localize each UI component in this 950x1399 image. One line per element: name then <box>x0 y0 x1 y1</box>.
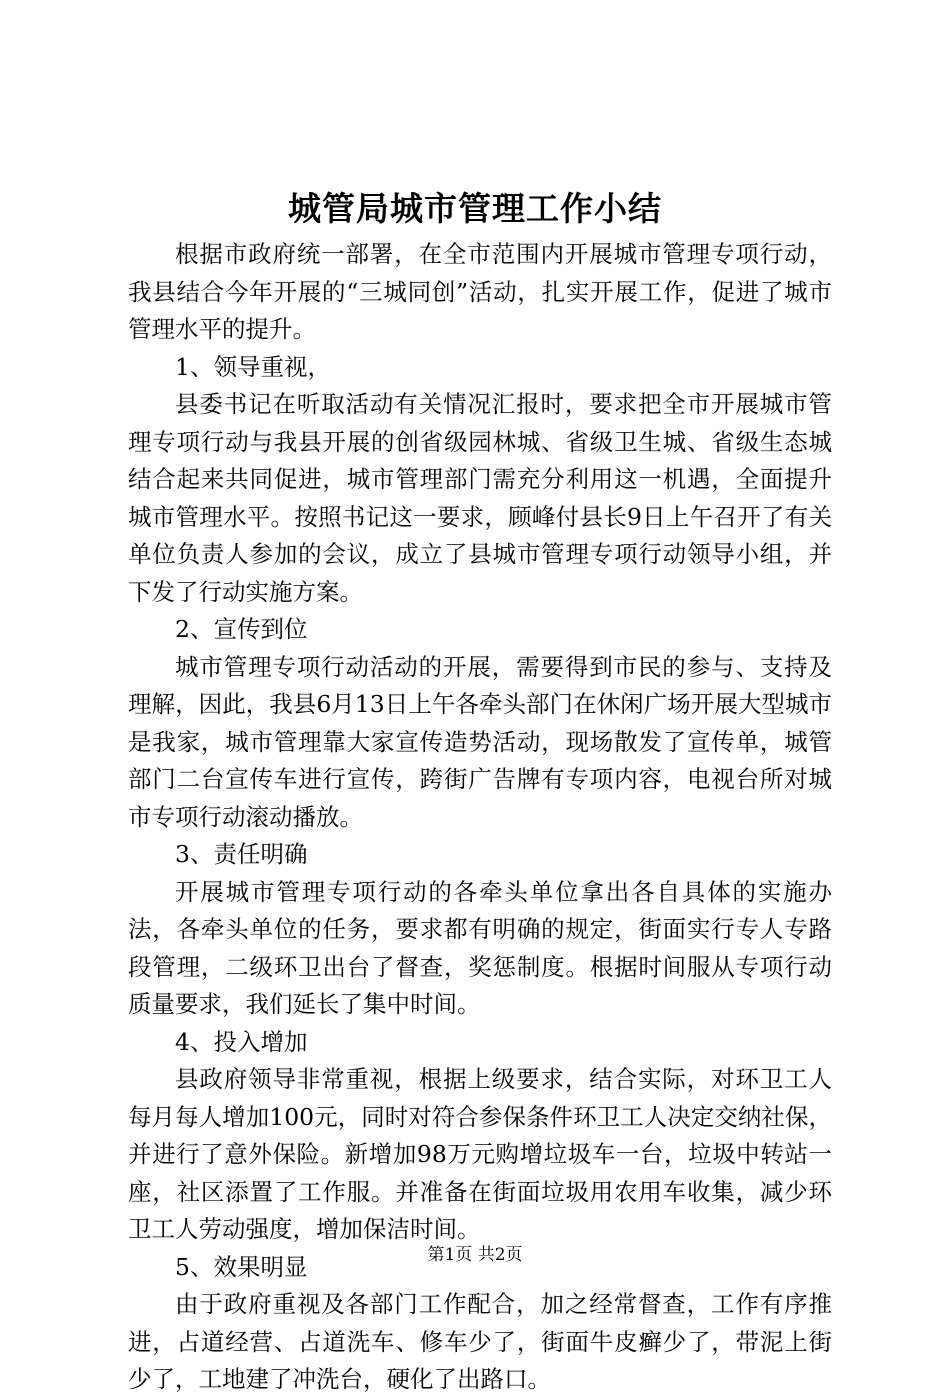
section-paragraph-5: 由于政府重视及各部门工作配合，加之经常督查，工作有序推进，占道经营、占道洗车、修车少了，街面牛皮癣少了，带泥上街少了，工地建了冲洗台，硬化了出路口。 <box>128 1290 832 1393</box>
section-paragraph-3: 开展城市管理专项行动的各牵头单位拿出各自具体的实施办法，各牵头单位的任务，要求都有明确的规定，街面实行专人专路段管理，二级环卫出台了督查，奖惩制度。根据时间服从专项行动质量要求，我们延长了集中时间。 <box>128 877 832 1018</box>
section-heading-2: 2、宣传到位 <box>175 615 308 643</box>
document-body <box>128 236 832 1399</box>
section-heading-1: 1、领导重视， <box>175 352 331 381</box>
document-title: 城管局城市管理工作小结 <box>288 189 662 228</box>
section-paragraph-2: 城市管理专项行动活动的开展，需要得到市民的参与、支持及理解，因此，我县6月13日上午各牵头部门在休闲广场开展大型城市是我家，城市管理靠大家宣传造势活动，现场散发了宣传单，城管部门二台宣传车进行宣传，跨街广告牌有专项内容，电视台所对城市专项行动滚动播放。 <box>128 652 832 831</box>
section-paragraph-4: 县政府领导非常重视，根据上级要求，结合实际，对环卫工人每月每人增加100元，同时对符合参保条件环卫工人决定交纳社保，并进行了意外保险。新增加98万元购增垃圾车一台，垃圾中转站一座，社区添置了工作服。并准备在街面垃圾用农用车收集，减少环卫工人劳动强度，增加保洁时间。 <box>128 1065 832 1243</box>
page-number-footer: 第1页 共2页 <box>427 1245 523 1265</box>
section-heading-5: 5、效果明显 <box>175 1252 308 1281</box>
section-paragraph-1: 县委书记在听取活动有关情况汇报时，要求把全市开展城市管理专项行动与我县开展的创省级园林城、省级卫生城、省级生态城结合起来共同促进，城市管理部门需充分利用这一机遇，全面提升城市管理水平。按照书记这一要求，顾峰付县长9日上午召开了有关单位负责人参加的会议，成立了县城市管理专项行动领导小组，并下发了行动实施方案。 <box>128 390 832 606</box>
section-heading-3: 3、责任明确 <box>175 840 308 868</box>
intro-paragraph: 根据市政府统一部署，在全市范围内开展城市管理专项行动，我县结合今年开展的“三城同创”活动，扎实开展工作，促进了城市管理水平的提升。 <box>128 240 832 343</box>
section-heading-4: 4、投入增加 <box>175 1027 308 1056</box>
